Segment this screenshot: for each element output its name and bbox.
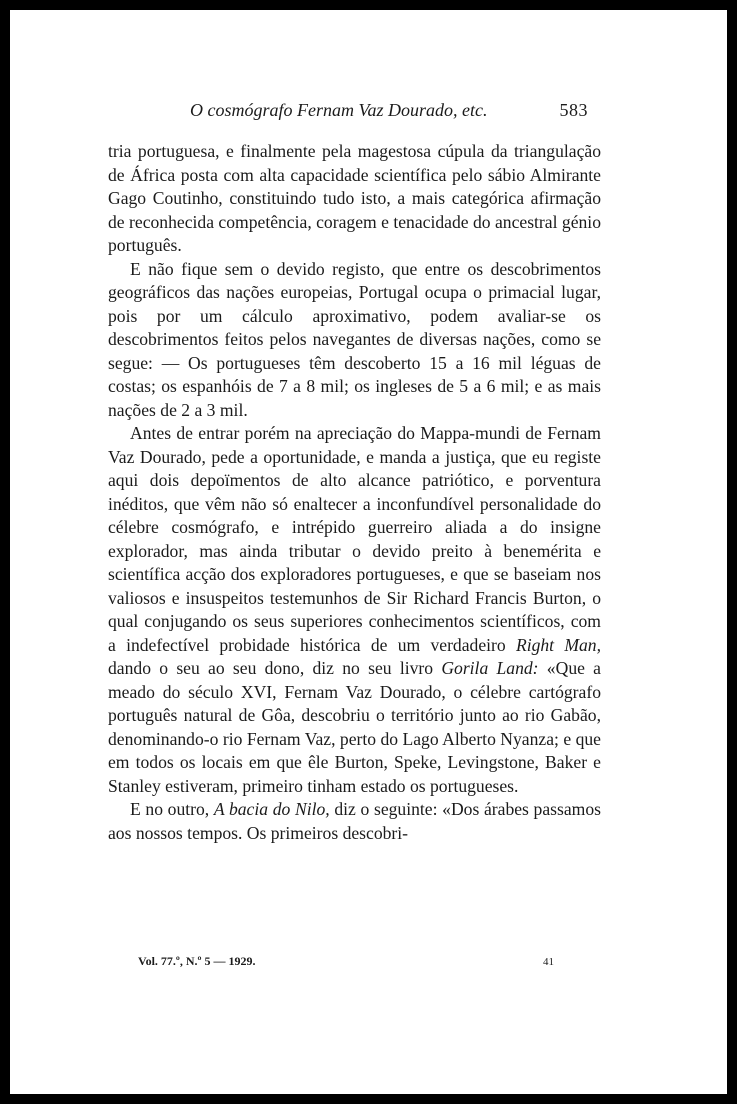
page-footer [138, 954, 554, 974]
paragraph-3-text-a: Antes de entrar porém na apreciação do Mappa-mundi de Fernam Vaz Dourado, pede a oportunidade, e manda a justiça, que eu registe aqui dois depoïmentos de alto alcance patriótico, e porventura inéditos, que vêm não só enaltecer a inconfundível personalidade do célebre cosmógrafo, e intrépido guerreiro aliada a do insigne explorador, mas ainda tributar o devido preito à benemérita e scientífica acção dos exploradores portugueses, e que se baseiam nos valiosos e insuspeitos testemunhos de Sir Richard Francis Burton, o qual conjugando os seus superiores conhecimentos scientíficos, com a indefectível probidade histórica de um verdadeiro [108, 423, 601, 655]
paragraph-3-text-b: dando o seu ao seu dono, diz no seu livro [108, 658, 442, 678]
paragraph-4-text-b: diz o seguinte: «Dos árabes passamos aos nossos tempos. Os primeiros descobri- [108, 799, 601, 843]
paragraph-4 [108, 798, 601, 845]
page-number: 583 [559, 100, 588, 120]
italic-right-man: Right Man, [515, 634, 601, 655]
running-title: O cosmógrafo Fernam Vaz Dourado, etc. [190, 100, 488, 120]
document-page [10, 10, 727, 1094]
paragraph-3 [108, 422, 601, 798]
volume-reference: Vol. 77.º, N.º 5 — 1929. [138, 954, 256, 968]
paragraph-4-text-a: E no outro, [130, 799, 214, 819]
paragraph-2: E não fique sem o devido registo, que entre os descobrimentos geográficos das nações europeias, Portugal ocupa o primacial lugar, pois por um cálculo aproximativo, podem avaliar-se os descobrimentos feitos pelos navegantes de diversas nações, como se segue: — Os portugueses têm descoberto 15 a 16 mil léguas de costas; os espanhóis de 7 a 8 mil; os ingleses de 5 a 6 mil; e as mais nações de 2 a 3 mil. [108, 258, 601, 420]
italic-book-title-bacia-do-nilo: A bacia do Nilo, [213, 799, 330, 819]
italic-book-title-gorila-land: Gorila Land: [441, 658, 539, 678]
paragraph-3-text-c: «Que a meado do século XVI, Fernam Vaz Dourado, o célebre cartógrafo português natural de Gôa, descobriu o território junto ao rio Gabão, denominando-o rio Fernam Vaz, perto do Lago Alberto Nyanza; e que em todos os locais em que êle Burton, Speke, Levingstone, Baker e Stanley estiveram, primeiro tinham estado os portugueses. [108, 658, 601, 796]
signature-mark: 41 [543, 956, 554, 968]
paragraph-1: tria portuguesa, e finalmente pela magestosa cúpula da triangulação de África posta com alta capacidade scientífica pelo sábio Almirante Gago Coutinho, constituindo tudo isto, a mais categórica afirmação de reconhecida competência, coragem e tenacidade do ancestral génio português. [108, 141, 601, 255]
running-head [170, 100, 588, 124]
body-text [108, 140, 601, 845]
